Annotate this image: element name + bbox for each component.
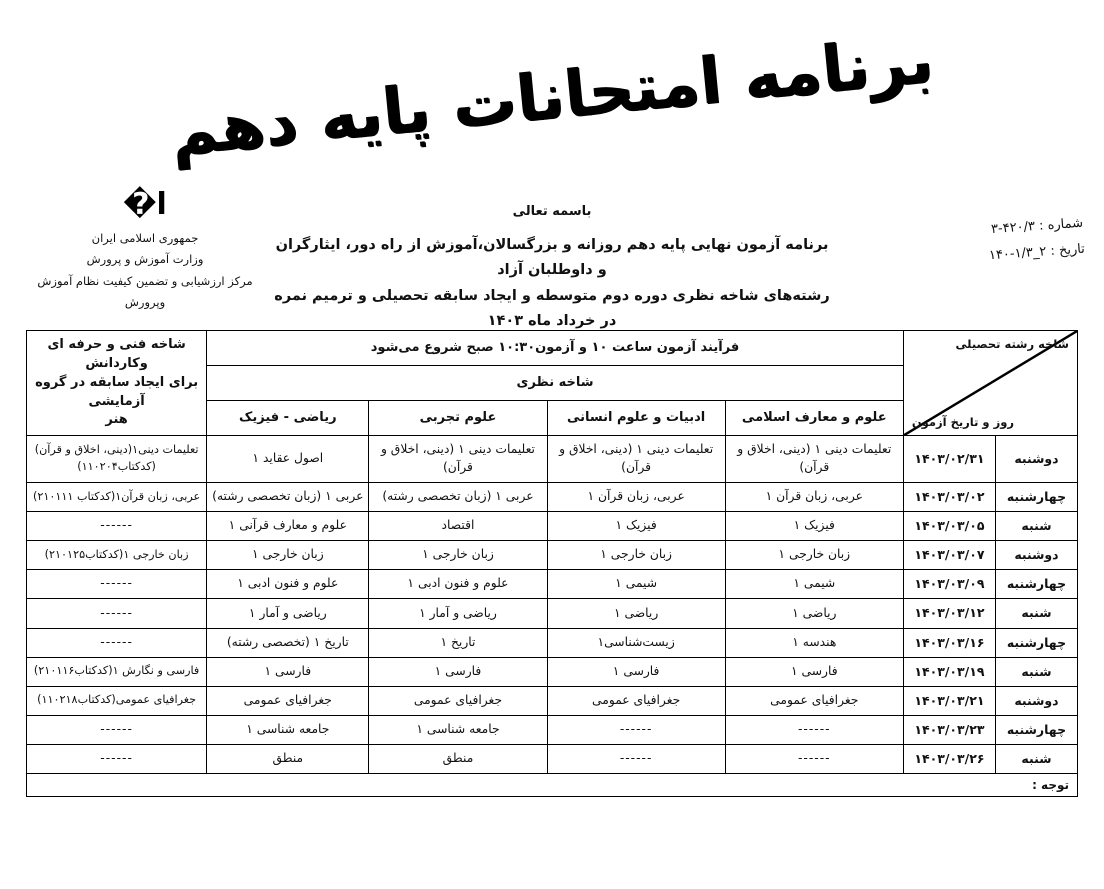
cell-technical: زبان خارجی ۱(کدکتاب۲۱۰۱۲۵) bbox=[27, 541, 207, 570]
technical-branch-line-1: شاخه فنی و حرفه ای وکاردانش bbox=[47, 337, 186, 371]
cell-technical: ------ bbox=[27, 512, 207, 541]
cell-math: فارسی ۱ bbox=[725, 657, 903, 686]
cell-date: ۱۴۰۳/۰۳/۱۲ bbox=[903, 599, 995, 628]
cell-date: ۱۴۰۳/۰۲/۳۱ bbox=[903, 436, 995, 483]
cell-day: شنبه bbox=[995, 745, 1077, 774]
theory-branch-cell: شاخه نظری bbox=[207, 366, 904, 401]
cell-day: چهارشنبه bbox=[995, 570, 1077, 599]
cell-math: فیزیک ۱ bbox=[725, 512, 903, 541]
cell-day: چهارشنبه bbox=[995, 628, 1077, 657]
cell-humanities: فارسی ۱ bbox=[369, 657, 547, 686]
table-row bbox=[27, 482, 1078, 511]
cell-math: زبان خارجی ۱ bbox=[725, 541, 903, 570]
org-line-2: وزارت آموزش و پرورش bbox=[86, 252, 204, 267]
cell-humanities: تعلیمات دینی ۱ (دینی، اخلاق و قرآن) bbox=[369, 436, 547, 483]
table-header-row-1 bbox=[27, 331, 1078, 366]
exam-schedule-table-wrapper bbox=[0, 330, 1104, 797]
document-description-line-1: برنامه آزمون نهایی پایه دهم روزانه و بزرگسالان،آموزش از راه دور، ایثارگران و داوطلبان آزاد bbox=[275, 237, 829, 279]
cell-math: ------ bbox=[725, 745, 903, 774]
number-label: شماره : bbox=[1038, 215, 1084, 234]
cell-technical: عربی، زبان قرآن۱(کدکتاب ۲۱۰۱۱۱) bbox=[27, 482, 207, 511]
cell-date: ۱۴۰۳/۰۳/۱۶ bbox=[903, 628, 995, 657]
document-header bbox=[0, 180, 1104, 330]
org-line-1: جمهوری اسلامی ایران bbox=[91, 231, 199, 245]
banner bbox=[0, 0, 1104, 180]
org-line-3: مرکز ارزشیابی و تضمین کیفیت نظام آموزش وپرورش bbox=[37, 273, 253, 309]
cell-date: ۱۴۰۳/۰۳/۰۲ bbox=[903, 482, 995, 511]
cell-islamic: زبان خارجی ۱ bbox=[207, 541, 369, 570]
table-row bbox=[27, 570, 1078, 599]
corner-label-top: شاخه رشته تحصیلی bbox=[955, 337, 1069, 351]
cell-experimental: زیست‌شناسی۱ bbox=[547, 628, 725, 657]
cell-humanities: منطق bbox=[369, 745, 547, 774]
technical-branch-line-2: برای ایجاد سابقه در گروه آزمایشی bbox=[35, 374, 199, 409]
cell-technical: ------ bbox=[27, 628, 207, 657]
cell-islamic: تاریخ ۱ (تخصصی رشته) bbox=[207, 628, 369, 657]
cell-date: ۱۴۰۳/۰۳/۲۶ bbox=[903, 745, 995, 774]
cell-math: هندسه ۱ bbox=[725, 628, 903, 657]
corner-label-bottom: روز و تاریخ آزمون bbox=[911, 414, 1014, 429]
cell-date: ۱۴۰۳/۰۳/۲۱ bbox=[903, 686, 995, 715]
date-value: ۲_۱/۳-۱۴۰ bbox=[988, 244, 1047, 264]
cell-technical: ------ bbox=[27, 745, 207, 774]
table-row bbox=[27, 657, 1078, 686]
table-row bbox=[27, 541, 1078, 570]
table-row bbox=[27, 745, 1078, 774]
cell-experimental: ریاضی ۱ bbox=[547, 599, 725, 628]
cell-humanities: جامعه شناسی ۱ bbox=[369, 715, 547, 744]
table-row bbox=[27, 436, 1078, 483]
cell-islamic: فارسی ۱ bbox=[207, 657, 369, 686]
iran-emblem-icon: ا� bbox=[123, 187, 167, 222]
column-header-islamic-sciences: علوم و معارف اسلامی bbox=[725, 401, 903, 436]
cell-experimental: عربی، زبان قرآن ۱ bbox=[547, 482, 725, 511]
column-header-humanities: ادبیات و علوم انسانی bbox=[547, 401, 725, 436]
cell-experimental: فیزیک ۱ bbox=[547, 512, 725, 541]
cell-islamic: اصول عقاید ۱ bbox=[207, 436, 369, 483]
cell-islamic: علوم و معارف قرآنی ۱ bbox=[207, 512, 369, 541]
cell-math: ------ bbox=[725, 715, 903, 744]
cell-technical: ------ bbox=[27, 715, 207, 744]
cell-day: چهارشنبه bbox=[995, 482, 1077, 511]
cell-day: دوشنبه bbox=[995, 436, 1077, 483]
date-label: تاریخ : bbox=[1049, 241, 1086, 260]
cell-technical: ------ bbox=[27, 570, 207, 599]
cell-day: دوشنبه bbox=[995, 541, 1077, 570]
cell-date: ۱۴۰۳/۰۳/۰۵ bbox=[903, 512, 995, 541]
number-value: ۴۲۰/۳-۳ bbox=[990, 219, 1036, 238]
cell-technical: تعلیمات دینی۱(دینی، اخلاق و قرآن)(کدکتاب۱۱۰۲۰۴) bbox=[27, 436, 207, 483]
cell-islamic: عربی ۱ (زبان تخصصی رشته) bbox=[207, 482, 369, 511]
cell-technical: فارسی و نگارش ۱(کدکتاب۲۱۰۱۱۶) bbox=[27, 657, 207, 686]
table-row bbox=[27, 715, 1078, 744]
cell-islamic: جامعه شناسی ۱ bbox=[207, 715, 369, 744]
cell-humanities: جغرافیای عمومی bbox=[369, 686, 547, 715]
cell-experimental: جغرافیای عمومی bbox=[547, 686, 725, 715]
cell-humanities: اقتصاد bbox=[369, 512, 547, 541]
cell-math: تعلیمات دینی ۱ (دینی، اخلاق و قرآن) bbox=[725, 436, 903, 483]
process-note-cell: فرآیند آزمون ساعت ۱۰ و آزمون۱۰:۳۰ صبح شروع می‌شود bbox=[207, 331, 904, 366]
cell-experimental: شیمی ۱ bbox=[547, 570, 725, 599]
cell-islamic: منطق bbox=[207, 745, 369, 774]
cell-experimental: ------ bbox=[547, 745, 725, 774]
cell-humanities: ریاضی و آمار ۱ bbox=[369, 599, 547, 628]
cell-experimental: ------ bbox=[547, 715, 725, 744]
table-row bbox=[27, 599, 1078, 628]
table-row bbox=[27, 512, 1078, 541]
cell-humanities: زبان خارجی ۱ bbox=[369, 541, 547, 570]
cell-islamic: جغرافیای عمومی bbox=[207, 686, 369, 715]
cell-math: شیمی ۱ bbox=[725, 570, 903, 599]
cell-math: جغرافیای عمومی bbox=[725, 686, 903, 715]
document-reference-block bbox=[986, 211, 1085, 270]
cell-date: ۱۴۰۳/۰۳/۱۹ bbox=[903, 657, 995, 686]
cell-islamic: علوم و فنون ادبی ۱ bbox=[207, 570, 369, 599]
technical-branch-header bbox=[27, 331, 207, 436]
cell-day: دوشنبه bbox=[995, 686, 1077, 715]
cell-experimental: زبان خارجی ۱ bbox=[547, 541, 725, 570]
corner-header-cell bbox=[903, 331, 1077, 436]
cell-date: ۱۴۰۳/۰۳/۲۳ bbox=[903, 715, 995, 744]
cell-technical: ------ bbox=[27, 599, 207, 628]
cell-experimental: فارسی ۱ bbox=[547, 657, 725, 686]
cell-humanities: علوم و فنون ادبی ۱ bbox=[369, 570, 547, 599]
column-header-experimental-sciences: علوم تجربی bbox=[369, 401, 547, 436]
cell-day: شنبه bbox=[995, 599, 1077, 628]
cell-humanities: تاریخ ۱ bbox=[369, 628, 547, 657]
basmaleh-text: باسمه تعالی bbox=[512, 204, 592, 219]
page-title: برنامه امتحانات پایه دهم bbox=[167, 23, 937, 171]
cell-day: شنبه bbox=[995, 657, 1077, 686]
cell-date: ۱۴۰۳/۰۳/۰۷ bbox=[903, 541, 995, 570]
cell-technical: جغرافیای عمومی(کدکتاب۱۱۰۲۱۸) bbox=[27, 686, 207, 715]
cell-humanities: عربی ۱ (زبان تخصصی رشته) bbox=[369, 482, 547, 511]
cell-math: ریاضی ۱ bbox=[725, 599, 903, 628]
cell-islamic: ریاضی و آمار ۱ bbox=[207, 599, 369, 628]
cell-date: ۱۴۰۳/۰۳/۰۹ bbox=[903, 570, 995, 599]
exam-schedule-table bbox=[26, 330, 1078, 774]
table-footnote: توجه : bbox=[26, 774, 1078, 797]
table-body bbox=[27, 436, 1078, 774]
table-row bbox=[27, 686, 1078, 715]
technical-branch-line-3: هنر bbox=[105, 412, 128, 428]
column-header-math-physics: ریاضی - فیزیک bbox=[207, 401, 369, 436]
cell-experimental: تعلیمات دینی ۱ (دینی، اخلاق و قرآن) bbox=[547, 436, 725, 483]
cell-math: عربی، زبان قرآن ۱ bbox=[725, 482, 903, 511]
organization-block bbox=[30, 187, 260, 313]
cell-day: چهارشنبه bbox=[995, 715, 1077, 744]
table-row bbox=[27, 628, 1078, 657]
document-description-line-2: رشته‌های شاخه نظری دوره دوم متوسطه و ایجاد سابقه تحصیلی و ترمیم نمره در خرداد ماه ۱۴۰۳ bbox=[274, 287, 830, 330]
cell-day: شنبه bbox=[995, 512, 1077, 541]
